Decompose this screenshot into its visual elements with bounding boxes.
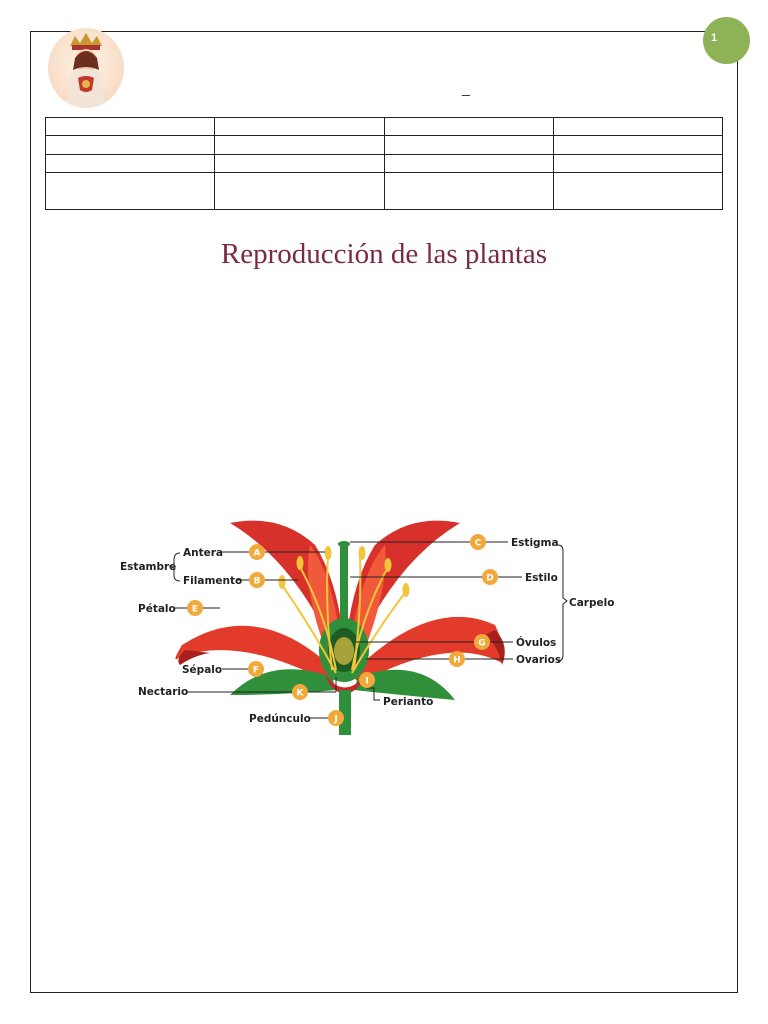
table-row	[46, 154, 723, 172]
label-sepalo: Sépalo	[182, 664, 223, 676]
petal-left-fold	[178, 650, 210, 665]
label-ovulos: Óvulos	[516, 637, 557, 649]
label-estigma: Estigma	[511, 537, 559, 549]
ovules	[334, 637, 354, 665]
bullet-a	[249, 544, 265, 560]
bullet-b	[249, 572, 265, 588]
svg-text:A: A	[253, 548, 261, 559]
bullet-c	[470, 534, 486, 550]
svg-text:F: F	[252, 665, 260, 676]
anther	[297, 556, 304, 570]
anther	[403, 583, 410, 597]
svg-text:C: C	[474, 538, 482, 549]
label-pedunculo: Pedúnculo	[249, 713, 311, 725]
anther	[325, 546, 332, 560]
school-logo	[48, 28, 124, 108]
svg-text:I: I	[365, 676, 369, 687]
svg-text:K: K	[296, 688, 304, 699]
table-row	[46, 173, 723, 210]
anther	[385, 558, 392, 572]
svg-text:J: J	[334, 714, 338, 725]
page-number: 1	[711, 32, 718, 44]
label-estambre: Estambre	[120, 561, 177, 573]
bullet-k	[292, 684, 308, 700]
table-row	[46, 118, 723, 136]
stigma	[338, 541, 350, 547]
label-ovarios: Ovarios	[516, 654, 562, 666]
virgin-logo-icon	[48, 28, 124, 108]
bullet-j	[328, 710, 344, 726]
label-nectario: Nectario	[138, 686, 189, 698]
table-row	[46, 136, 723, 154]
bullet-e	[187, 600, 203, 616]
label-carpelo: Carpelo	[569, 597, 615, 609]
svg-text:E: E	[191, 604, 199, 615]
header-info-table	[45, 117, 723, 210]
label-petalo: Pétalo	[138, 603, 176, 615]
page-number-badge	[703, 17, 750, 64]
anther	[359, 546, 366, 560]
svg-text:D: D	[486, 573, 494, 584]
label-filamento: Filamento	[183, 575, 243, 587]
bracket-carpelo	[558, 545, 567, 661]
label-estilo: Estilo	[525, 572, 558, 584]
bullet-i	[359, 672, 375, 688]
bullet-g	[474, 634, 490, 650]
svg-text:H: H	[453, 655, 461, 666]
label-perianto: Perianto	[383, 696, 434, 708]
bullet-f	[248, 661, 264, 677]
page-title: Reproducción de las plantas	[220, 238, 548, 270]
anther	[279, 575, 286, 589]
flower-illustration	[100, 505, 640, 745]
title-separator: _	[462, 80, 470, 96]
svg-text:B: B	[253, 576, 261, 587]
bullet-d	[482, 569, 498, 585]
flower-diagram	[100, 505, 640, 745]
svg-text:G: G	[478, 638, 486, 649]
label-antera: Antera	[183, 547, 224, 559]
bullet-h	[449, 651, 465, 667]
